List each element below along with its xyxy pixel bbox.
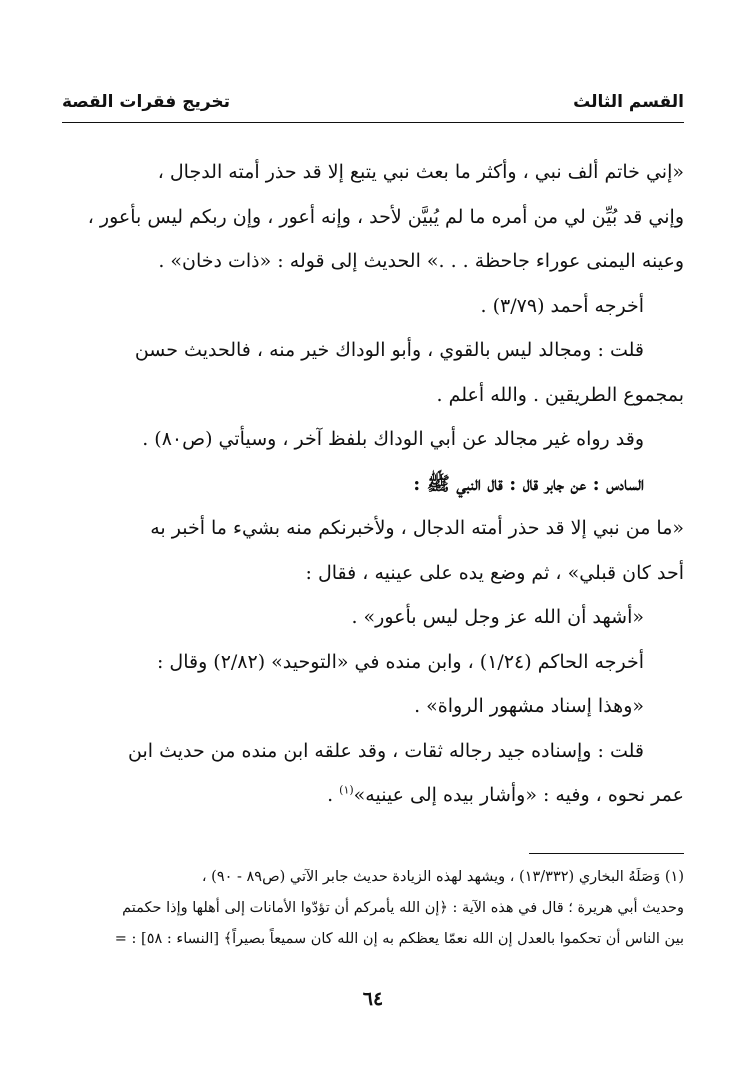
- text-segment: عمر نحوه ، وفيه : «وأشار بيده إلى عينيه»: [353, 784, 684, 806]
- running-header: [62, 82, 684, 122]
- text-line: «إني خاتم ألف نبي ، وأكثر ما بعث نبي يتبع إلا قد حذر أمته الدجال ،: [157, 161, 684, 183]
- text-line: أخرجه أحمد (٣/٧٩) .: [480, 294, 644, 317]
- text-line: أخرجه الحاكم (١/٢٤) ، وابن منده في «التوحيد» (٢/٨٢) وقال :: [156, 650, 644, 673]
- text-line: قلت : وإسناده جيد رجاله ثقات ، وقد علقه ابن منده من حديث ابن: [128, 739, 644, 762]
- text-line: قلت : ومجالد ليس بالقوي ، وأبو الوداك خير منه ، فالحديث حسن: [134, 339, 644, 361]
- text-line: بمجموع الطريقين . والله أعلم .: [436, 383, 684, 406]
- footnote-rule: [529, 853, 684, 854]
- footnote-line: بين الناس أن تحكموا بالعدل إن الله نعمّا يعظكم به إن الله كان سميعاً بصيراً﴾ [النساء : ٥٨] : =: [114, 931, 684, 947]
- text-line: وإني قد بُيِّن لي من أمره ما لم يُبيَّن لأحد ، وإنه أعور ، وإن ربكم ليس بأعور ،: [87, 205, 684, 228]
- section-title: القسم الثالث: [573, 92, 684, 112]
- footnote-marker: (١): [339, 783, 354, 797]
- text-line: وقد رواه غير مجالد عن أبي الوداك بلفظ آخر ، وسيأتي (ص٨٠) .: [142, 428, 644, 450]
- header-rule: [62, 122, 684, 123]
- chapter-title: تخريج فقرات القصة: [62, 92, 231, 112]
- text-line: «ما من نبي إلا قد حذر أمته الدجال ، ولأخبرنكم منه بشيء ما أخبر به: [150, 517, 684, 539]
- page-number: ٦٤: [362, 988, 384, 1010]
- text-line: عمر نحوه ، وفيه : «وأشار بيده إلى عينيه»$^{(١)}$ .: [327, 783, 684, 806]
- text-line: «أشهد أن الله عز وجل ليس بأعور» .: [351, 606, 644, 628]
- text-line: «وهذا إسناد مشهور الرواة» .: [414, 695, 644, 717]
- text-line: وعينه اليمنى عوراء جاحظة . . .» الحديث إلى قوله : «ذات دخان» .: [158, 250, 684, 272]
- footnotes: [62, 862, 684, 955]
- footnote-line: (١) وَصَلَهُ البخاري (١٣/٣٣٢) ، ويشهد لهذه الزيادة حديث جابر الآتي (ص٨٩ - ٩٠) ،: [201, 869, 684, 885]
- footnote-line: وحديث أبي هريرة ؛ قال في هذه الآية : ﴿إن الله يأمركم أن تؤدّوا الأمانات إلى أهلها وإذا حكمتم: [122, 900, 684, 916]
- text-line: أحد كان قبلي» ، ثم وضع يده على عينيه ، فقال :: [305, 561, 684, 584]
- text-line: السادس : عن جابر قال : قال النبي ﷺ :: [413, 472, 644, 495]
- main-text: [62, 150, 684, 818]
